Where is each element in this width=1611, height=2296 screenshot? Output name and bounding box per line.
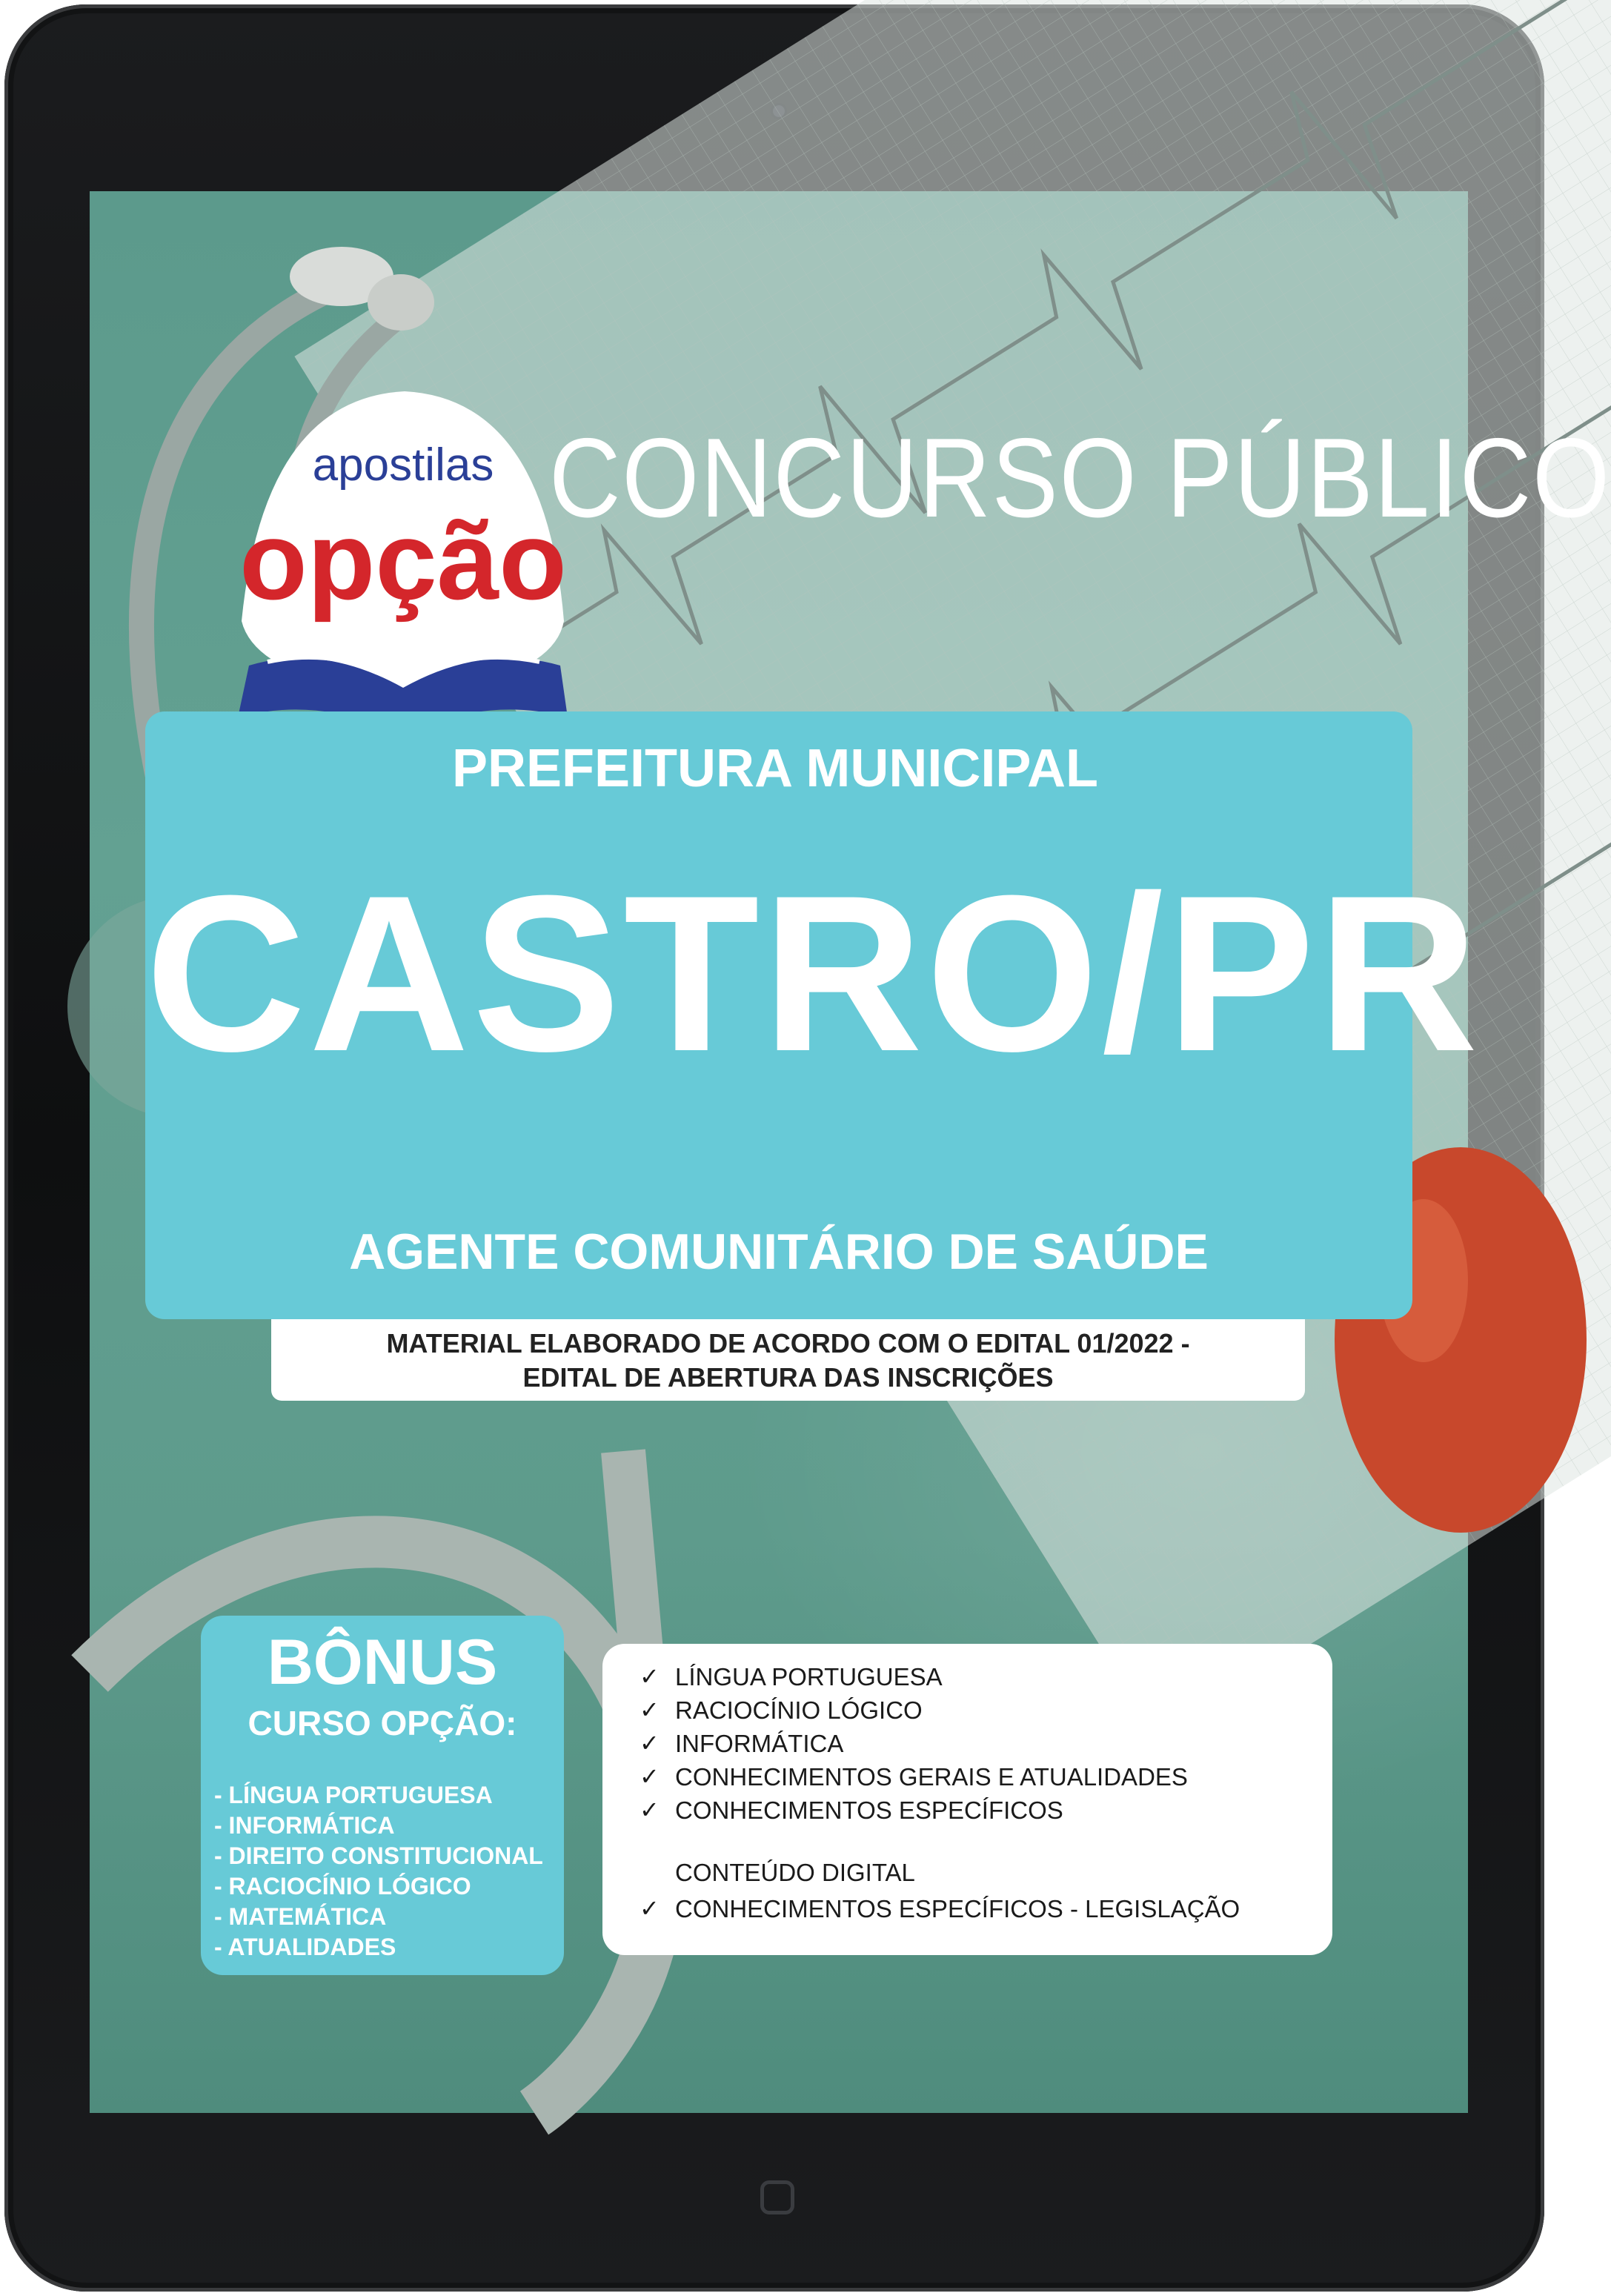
edital-line-2: EDITAL DE ABERTURA DAS INSCRIÇÕES	[522, 1362, 1054, 1393]
list-item: - MATEMÁTICA	[214, 1903, 387, 1930]
position-title: AGENTE COMUNITÁRIO DE SAÚDE	[349, 1224, 1209, 1280]
list-item	[640, 1693, 1188, 1727]
logo-small-text: apostilas	[312, 439, 494, 491]
digital-content-label: CONTEÚDO DIGITAL	[675, 1859, 915, 1886]
list-item-label: CONHECIMENTOS ESPECÍFICOS - LEGISLAÇÃO	[675, 1895, 1240, 1922]
city-title: CASTRO/PR	[145, 849, 1481, 1098]
check-icon: ✓	[640, 1762, 660, 1791]
cover-screen	[90, 191, 1611, 2113]
list-item	[640, 1727, 1188, 1760]
check-icon: ✓	[640, 1662, 660, 1691]
page-title: CONCURSO PÚBLICO	[549, 415, 1611, 541]
organization-label: PREFEITURA MUNICIPAL	[452, 739, 1098, 798]
list-item	[640, 1892, 1240, 1925]
contents-list	[640, 1660, 1188, 1827]
contents-box	[602, 1644, 1332, 1955]
main-title-box	[145, 711, 1481, 1319]
list-item: - ATUALIDADES	[214, 1934, 396, 1960]
tablet-frame	[4, 4, 1611, 2292]
list-item-label: INFORMÁTICA	[675, 1730, 844, 1757]
apostilas-opcao-logo	[197, 369, 608, 766]
list-item-label: LÍNGUA PORTUGUESA	[675, 1663, 943, 1691]
list-item-label: CONHECIMENTOS GERAIS E ATUALIDADES	[675, 1763, 1188, 1791]
list-item: - RACIOCÍNIO LÓGICO	[214, 1873, 471, 1899]
list-item: - LÍNGUA PORTUGUESA	[214, 1782, 493, 1808]
edital-note	[271, 1319, 1305, 1401]
edital-line-1: MATERIAL ELABORADO DE ACORDO COM O EDITAL 01/2022 -	[386, 1328, 1190, 1358]
list-item-label: CONHECIMENTOS ESPECÍFICOS	[675, 1796, 1063, 1824]
home-button[interactable]	[760, 2180, 794, 2214]
bonus-subtitle: CURSO OPÇÃO:	[248, 1704, 517, 1742]
check-icon: ✓	[640, 1894, 660, 1922]
check-icon: ✓	[640, 1729, 660, 1757]
list-item	[640, 1760, 1188, 1794]
bonus-title: BÔNUS	[267, 1627, 498, 1698]
check-icon: ✓	[640, 1696, 660, 1724]
list-item: - INFORMÁTICA	[214, 1812, 395, 1839]
bonus-box	[201, 1616, 564, 1975]
logo-main-text: opção	[239, 498, 567, 623]
list-item	[640, 1794, 1188, 1827]
bonus-list	[214, 1780, 543, 1962]
list-item-label: RACIOCÍNIO LÓGICO	[675, 1696, 923, 1724]
list-item: - DIREITO CONSTITUCIONAL	[214, 1842, 543, 1869]
list-item	[640, 1660, 1188, 1693]
digital-contents-list	[640, 1892, 1240, 1925]
check-icon: ✓	[640, 1796, 660, 1824]
